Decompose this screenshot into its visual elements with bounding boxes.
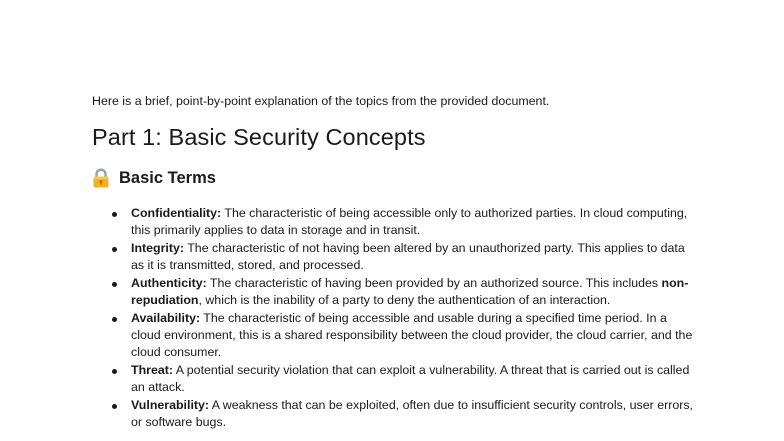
bullet-icon xyxy=(112,282,117,287)
term-label: Vulnerability: xyxy=(131,398,210,412)
list-item xyxy=(92,362,698,396)
terms-list xyxy=(92,205,698,432)
bullet-icon xyxy=(112,317,117,322)
list-item xyxy=(92,275,698,309)
intro-paragraph: Here is a brief, point-by-point explanation of the topics from the provided document. xyxy=(92,94,550,108)
page-title: Part 1: Basic Security Concepts xyxy=(92,124,426,150)
term-definition: The characteristic of being accessible only to authorized parties. In cloud computing, this primarily applies to data in storage and in transit. xyxy=(131,206,688,237)
bullet-icon xyxy=(112,369,117,374)
list-item xyxy=(92,205,698,239)
term-definition: The characteristic of having been provided by an authorized source. This includes xyxy=(206,276,662,290)
lock-icon xyxy=(92,168,110,188)
term-definition: The characteristic of not having been altered by an unauthorized party. This applies to data as it is transmitted, stored, and processed. xyxy=(131,241,685,272)
term-label: Threat: xyxy=(131,363,173,377)
term-definition: The characteristic of being accessible and usable during a specified time period. In a cloud environment, this is a shared responsibility between the cloud provider, the cloud carrier, and the cloud consumer. xyxy=(131,311,693,359)
bullet-icon xyxy=(112,404,117,409)
bullet-icon xyxy=(112,247,117,252)
term-label: Confidentiality: xyxy=(131,206,222,220)
term-definition-continued: , which is the inability of a party to deny the authentication of an interaction. xyxy=(198,293,611,307)
term-definition: A weakness that can be exploited, often due to insufficient security controls, user errors, or software bugs. xyxy=(131,398,693,429)
list-item xyxy=(92,397,698,431)
section-heading xyxy=(92,167,216,189)
term-label: Authenticity: xyxy=(131,276,207,290)
term-label: Availability: xyxy=(131,311,201,325)
term-label: Integrity: xyxy=(131,241,185,255)
section-title: Basic Terms xyxy=(119,169,216,187)
term-definition: A potential security violation that can exploit a vulnerability. A threat that is carried out is called an attack. xyxy=(131,363,690,394)
list-item xyxy=(92,310,698,361)
bullet-icon xyxy=(112,212,117,217)
term-emphasis: non-repudiation xyxy=(131,276,689,307)
list-item xyxy=(92,240,698,274)
